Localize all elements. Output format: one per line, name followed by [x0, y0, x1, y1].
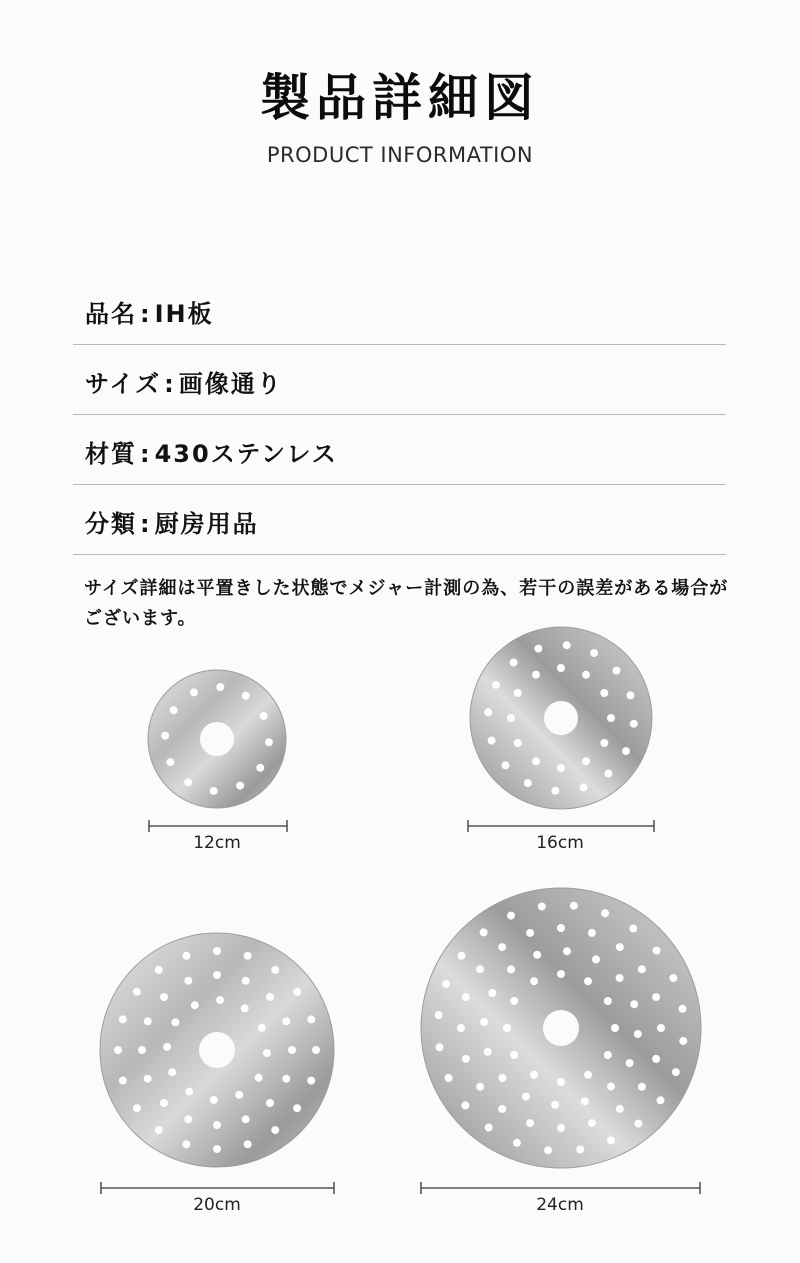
disc-perforation [607, 1083, 615, 1091]
disc-perforation [498, 1105, 506, 1113]
page-title: 製品詳細図 [260, 68, 540, 127]
disc-perforation [236, 782, 244, 790]
disc-perforation [484, 1048, 492, 1056]
disc-perforation [611, 1024, 619, 1032]
disc-perforation [213, 1121, 221, 1129]
disc-perforation [557, 924, 565, 932]
disc-perforation [266, 1099, 274, 1107]
disc-perforation [600, 689, 608, 697]
disc-perforation [551, 787, 559, 795]
disc-perforation [502, 761, 510, 769]
disc-perforation [119, 1077, 127, 1085]
page-subtitle: PRODUCT INFORMATION [266, 143, 534, 167]
disc-perforation [182, 952, 190, 960]
disc-perforation [282, 1075, 290, 1083]
disc-perforation [522, 1093, 530, 1101]
disc-perforation [533, 951, 541, 959]
disc-perforation [601, 909, 609, 917]
disc-perforation [144, 1017, 152, 1025]
disc-perforation [184, 1115, 192, 1123]
disc-perforation [652, 993, 660, 1001]
disc-perforation [255, 1074, 263, 1082]
spec-label: 材質 [85, 440, 137, 468]
disc-perforation [510, 659, 518, 667]
disc-perforation [514, 739, 522, 747]
disc-perforation [657, 1024, 665, 1032]
disc-center-hole [543, 1010, 579, 1046]
disc-perforation [484, 708, 492, 716]
disc-perforation [184, 977, 192, 985]
disc-perforation [498, 1074, 506, 1082]
disc-perforation [171, 1018, 179, 1026]
disc-center-hole [200, 722, 234, 756]
disc-perforation [133, 988, 141, 996]
disc-perforation [584, 1071, 592, 1079]
disc-perforation [551, 1101, 559, 1109]
disc-perforation [256, 764, 264, 772]
disc-perforation [184, 778, 192, 786]
disc-perforation [182, 1140, 190, 1148]
disc-perforation [485, 1124, 493, 1132]
disc-perforation [616, 1105, 624, 1113]
disc-perforation [266, 993, 274, 1001]
disc-perforation [604, 1051, 612, 1059]
dimension-line-20 [101, 1182, 334, 1194]
disc-perforation [462, 993, 470, 1001]
disc-perforation [244, 1140, 252, 1148]
disc-12cm [148, 670, 286, 808]
disc-perforation [191, 1001, 199, 1009]
disc-perforation [119, 1015, 127, 1023]
spec-separator: : [164, 370, 176, 398]
disc-perforation [563, 947, 571, 955]
disc-perforation [582, 757, 590, 765]
disc-perforation [442, 980, 450, 988]
disc-perforation [630, 720, 638, 728]
disc-perforation [526, 1119, 534, 1127]
disc-perforation [588, 1119, 596, 1127]
disc-perforation [530, 977, 538, 985]
disc-perforation [652, 1055, 660, 1063]
disc-perforation [210, 1096, 218, 1104]
disc-perforation [160, 1099, 168, 1107]
disc-perforation [244, 952, 252, 960]
disc-perforation [507, 912, 515, 920]
disc-perforation [488, 989, 496, 997]
disc-perforation [271, 1126, 279, 1134]
spec-label: 品名 [85, 300, 137, 328]
disc-perforation [657, 1096, 665, 1104]
disc-perforation [435, 1011, 443, 1019]
disc-perforation [526, 929, 534, 937]
spec-label: 分類 [85, 510, 137, 538]
disc-perforation [260, 712, 268, 720]
disc-perforation [242, 1115, 250, 1123]
disc-perforation [584, 977, 592, 985]
disc-perforation [133, 1104, 141, 1112]
disc-perforation [638, 1083, 646, 1091]
disc-perforation [582, 671, 590, 679]
disc-16cm [470, 627, 652, 809]
disc-perforation [613, 667, 621, 675]
disc-perforation [462, 1055, 470, 1063]
disc-perforation [312, 1046, 320, 1054]
disc-perforation [476, 965, 484, 973]
disc-perforation [213, 947, 221, 955]
disc-perforation [563, 641, 571, 649]
disc-perforation [488, 737, 496, 745]
spec-separator: : [140, 300, 152, 328]
size-label-24: 24cm [536, 1195, 584, 1215]
disc-center-hole [544, 701, 578, 735]
disc-perforation [445, 1074, 453, 1082]
disc-perforation [436, 1043, 444, 1051]
disc-perforation [557, 970, 565, 978]
disc-perforation [590, 649, 598, 657]
disc-perforation [557, 764, 565, 772]
disc-perforation [634, 1030, 642, 1038]
disc-perforation [588, 929, 596, 937]
spec-label: サイズ [85, 370, 162, 398]
disc-perforation [263, 1049, 271, 1057]
disc-perforation [144, 1075, 152, 1083]
disc-perforation [507, 965, 515, 973]
disc-perforation [170, 706, 178, 714]
disc-perforation [672, 1068, 680, 1076]
disc-perforation [242, 977, 250, 985]
size-label-20: 20cm [193, 1195, 241, 1215]
disc-perforation [492, 681, 500, 689]
disc-perforation [457, 1024, 465, 1032]
disc-perforation [581, 1097, 589, 1105]
disc-perforation [653, 947, 661, 955]
disc-perforation [480, 1018, 488, 1026]
disc-perforation [669, 974, 677, 982]
disc-perforation [293, 988, 301, 996]
spec-value: 厨房用品 [154, 510, 259, 538]
disc-perforation [600, 739, 608, 747]
disc-perforation [160, 993, 168, 1001]
disc-24cm [421, 888, 701, 1168]
disc-perforation [679, 1005, 687, 1013]
disc-20cm [100, 933, 334, 1167]
disc-perforation [161, 732, 169, 740]
disc-perforation [258, 1024, 266, 1032]
disc-perforation [638, 965, 646, 973]
disc-perforation [532, 757, 540, 765]
disc-perforation [510, 997, 518, 1005]
dimension-line-16 [468, 820, 654, 832]
disc-perforation [607, 1136, 615, 1144]
disc-perforation [616, 974, 624, 982]
disc-perforation [114, 1046, 122, 1054]
disc-perforation [557, 1078, 565, 1086]
disc-perforation [166, 758, 174, 766]
disc-perforation [293, 1104, 301, 1112]
disc-perforation [190, 688, 198, 696]
disc-perforation [288, 1046, 296, 1054]
disc-perforation [235, 1091, 243, 1099]
disc-perforation [503, 1024, 511, 1032]
disc-perforation [524, 779, 532, 787]
size-note: サイズ詳細は平置きした状態でメジャー計測の為、若干の誤差がある場合がございます。 [84, 578, 729, 629]
disc-perforation [544, 1146, 552, 1154]
disc-perforation [557, 1124, 565, 1132]
disc-center-hole [199, 1032, 235, 1068]
disc-perforation [476, 1083, 484, 1091]
spec-separator: : [140, 440, 152, 468]
disc-perforation [510, 1051, 518, 1059]
disc-perforation [604, 997, 612, 1005]
disc-perforation [242, 692, 250, 700]
size-label-16: 16cm [536, 833, 584, 853]
disc-perforation [570, 902, 578, 910]
disc-perforation [622, 747, 630, 755]
disc-perforation [307, 1015, 315, 1023]
disc-perforation [282, 1017, 290, 1025]
spec-value: 画像通り [178, 370, 283, 398]
disc-perforation [155, 966, 163, 974]
spec-value: IH板 [154, 300, 214, 328]
disc-perforation [626, 691, 634, 699]
disc-perforation [168, 1068, 176, 1076]
disc-perforation [607, 714, 615, 722]
disc-perforation [616, 943, 624, 951]
disc-perforation [307, 1077, 315, 1085]
disc-perforation [507, 714, 515, 722]
disc-perforation [538, 903, 546, 911]
disc-perforation [604, 770, 612, 778]
disc-perforation [513, 1139, 521, 1147]
disc-perforation [271, 966, 279, 974]
disc-perforation [634, 1120, 642, 1128]
disc-perforation [210, 787, 218, 795]
dimension-line-12 [149, 820, 287, 832]
disc-perforation [679, 1037, 687, 1045]
disc-perforation [576, 1146, 584, 1154]
disc-perforation [532, 671, 540, 679]
disc-perforation [630, 1000, 638, 1008]
disc-perforation [185, 1088, 193, 1096]
disc-perforation [163, 1043, 171, 1051]
disc-perforation [241, 1004, 249, 1012]
disc-perforation [461, 1101, 469, 1109]
disc-perforation [155, 1126, 163, 1134]
disc-perforation [458, 952, 466, 960]
disc-perforation [592, 955, 600, 963]
disc-perforation [138, 1046, 146, 1054]
disc-perforation [530, 1071, 538, 1079]
disc-perforation [534, 645, 542, 653]
dimension-line-24 [421, 1182, 700, 1194]
disc-perforation [216, 683, 224, 691]
disc-perforation [557, 664, 565, 672]
disc-perforation [498, 943, 506, 951]
disc-perforation [626, 1059, 634, 1067]
disc-perforation [213, 1145, 221, 1153]
disc-perforation [480, 928, 488, 936]
disc-perforation [265, 738, 273, 746]
disc-perforation [514, 689, 522, 697]
disc-perforation [213, 971, 221, 979]
size-label-12: 12cm [193, 833, 241, 853]
spec-value: 430ステンレス [154, 440, 338, 468]
disc-perforation [629, 925, 637, 933]
disc-perforation [580, 783, 588, 791]
disc-perforation [216, 996, 224, 1004]
spec-separator: : [140, 510, 152, 538]
